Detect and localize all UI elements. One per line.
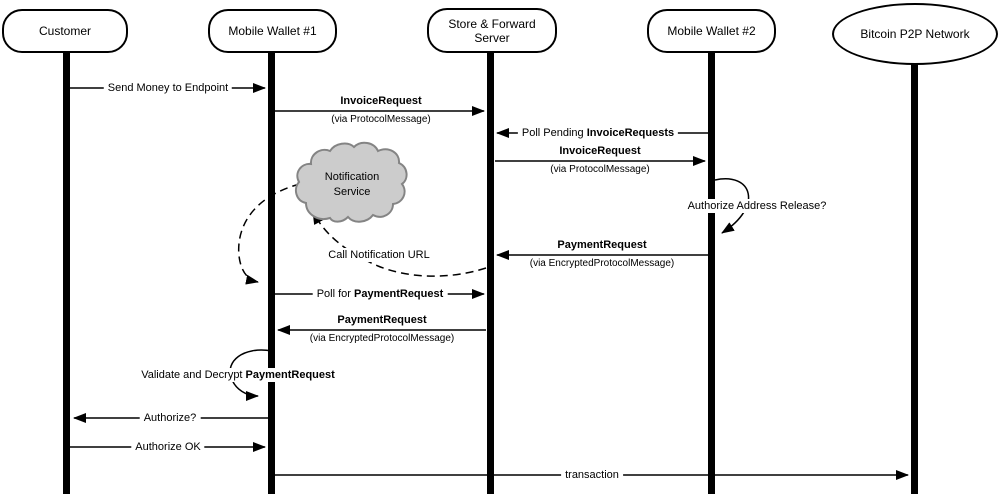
label-authorize: Authorize? <box>140 411 201 425</box>
actor-mobile-wallet-2 <box>647 9 776 53</box>
actor-bitcoin-p2p-network-label: Bitcoin P2P Network <box>860 27 970 41</box>
actor-mobile-wallet-2-label: Mobile Wallet #2 <box>667 24 756 38</box>
notification-cloud-label: Notification Service <box>324 171 380 198</box>
label-payment-request-to-server-sub: (via EncryptedProtocolMessage) <box>529 258 675 269</box>
label-invoice-request-2-sub: (via ProtocolMessage) <box>550 164 650 175</box>
label-payment-request-to-wallet1: PaymentRequest <box>337 314 427 326</box>
label-poll-for-payment: Poll for PaymentRequest <box>313 287 448 301</box>
label-authorize-address-release: Authorize Address Release? <box>684 199 831 213</box>
actor-bitcoin-p2p-network <box>832 3 998 65</box>
label-payment-request-to-server: PaymentRequest <box>557 239 647 251</box>
label-send-money: Send Money to Endpoint <box>104 81 232 95</box>
label-transaction: transaction <box>561 468 623 482</box>
label-poll-pending: Poll Pending InvoiceRequests <box>518 126 678 140</box>
label-invoice-request-1-sub: (via ProtocolMessage) <box>331 114 431 125</box>
lifeline-mobile-wallet-2 <box>708 51 715 494</box>
label-invoice-request-2: InvoiceRequest <box>559 145 641 157</box>
lifeline-store-forward-server <box>487 51 494 494</box>
label-authorize-ok: Authorize OK <box>131 440 204 454</box>
label-call-notification-url: Call Notification URL <box>324 248 433 262</box>
actor-mobile-wallet-1 <box>208 9 337 53</box>
actor-store-forward-server <box>427 8 557 53</box>
actor-customer <box>2 9 128 53</box>
actor-store-forward-server-label: Store & Forward Server <box>448 16 536 45</box>
lifeline-mobile-wallet-1 <box>268 51 275 494</box>
actor-mobile-wallet-1-label: Mobile Wallet #1 <box>228 24 317 38</box>
actor-customer-label: Customer <box>38 24 91 38</box>
lifeline-customer <box>63 51 70 494</box>
label-validate-decrypt: Validate and Decrypt PaymentRequest <box>137 368 339 382</box>
label-payment-request-to-wallet1-sub: (via EncryptedProtocolMessage) <box>309 333 455 344</box>
label-invoice-request-1: InvoiceRequest <box>340 95 422 107</box>
lifeline-bitcoin-p2p <box>911 64 918 494</box>
